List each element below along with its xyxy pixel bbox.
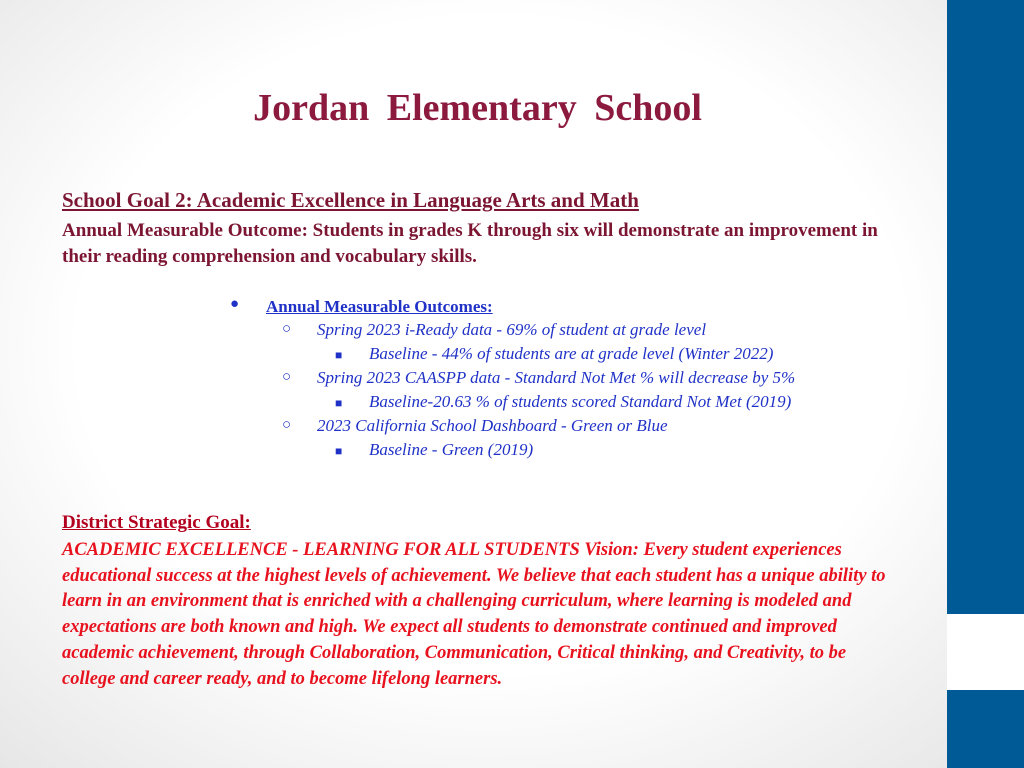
outcomes-label: Annual Measurable Outcomes: (266, 297, 493, 316)
sidebar-accent-gap (947, 614, 1024, 690)
outcome-item: Spring 2023 CAASPP data - Standard Not Met % will decrease by 5% (317, 368, 796, 387)
sidebar-accent-top (947, 0, 1024, 614)
circle-bullet-icon: ○ (282, 321, 292, 337)
circle-bullet-icon: ○ (282, 369, 292, 385)
outcome-baseline: Baseline - 44% of students are at grade level (Winter 2022) (369, 344, 774, 363)
bullet-icon: ● (230, 296, 240, 312)
sidebar-accent-bottom (947, 690, 1024, 768)
outcome-item: 2023 California School Dashboard - Green or Blue (317, 416, 668, 435)
square-bullet-icon: ■ (335, 348, 343, 362)
school-goal-heading: School Goal 2: Academic Excellence in Language Arts and Math (62, 188, 639, 212)
outcome-baseline: Baseline - Green (2019) (369, 440, 534, 459)
school-goal-description: Annual Measurable Outcome: Students in grades K through six will demonstrate an improvement in their reading comprehension and vocabulary skills. (62, 220, 878, 267)
page-title: Jordan Elementary School (253, 87, 702, 129)
square-bullet-icon: ■ (335, 396, 343, 410)
district-goal-body: ACADEMIC EXCELLENCE - LEARNING FOR ALL STUDENTS Vision: Every student experiences educational success at the highest levels of achievement. We believe that each student has a unique ability to learn in an environment that is enriched with a challenging curriculum, where learning is modeled and expectations are both known and high. We expect all students to demonstrate continued and improved academic achievement, through Collaboration, Communication, Critical thinking, and Creativity, to be college and career ready, and to become lifelong learners. (62, 540, 886, 689)
outcome-item: Spring 2023 i-Ready data - 69% of student at grade level (317, 320, 707, 339)
outcome-baseline: Baseline-20.63 % of students scored Standard Not Met (2019) (369, 392, 792, 411)
circle-bullet-icon: ○ (282, 417, 292, 433)
district-goal-heading: District Strategic Goal: (62, 512, 251, 533)
square-bullet-icon: ■ (335, 444, 343, 458)
